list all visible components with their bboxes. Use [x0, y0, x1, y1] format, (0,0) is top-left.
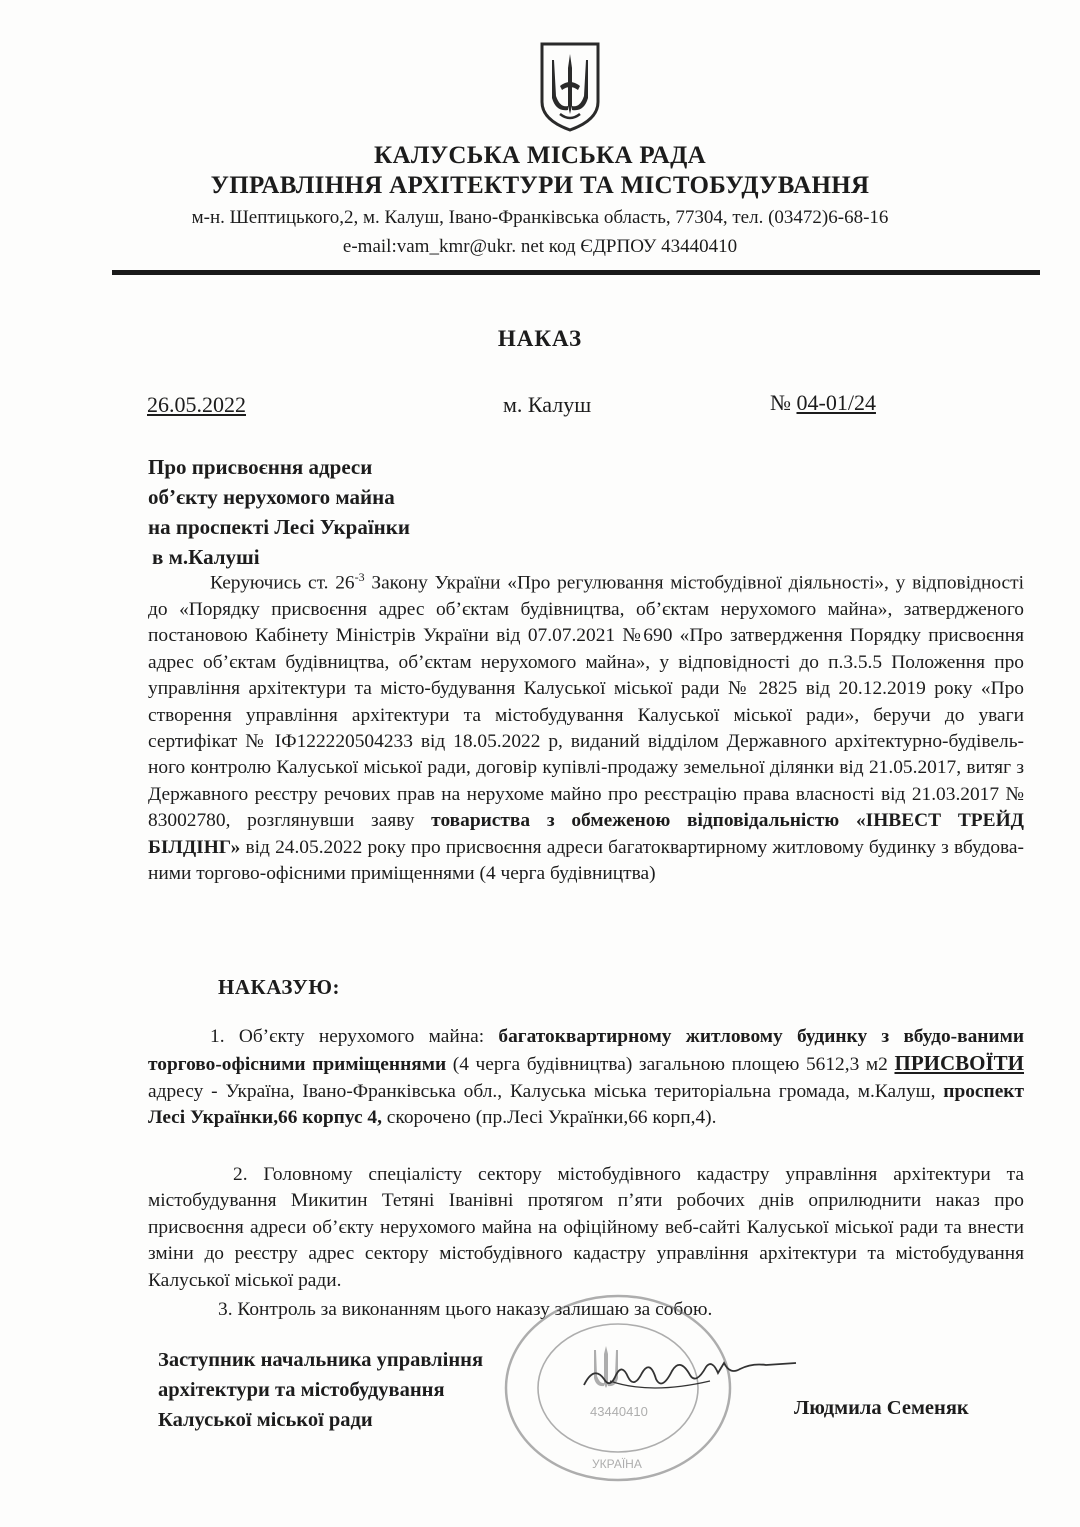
- order-heading: НАКАЗУЮ:: [218, 975, 340, 999]
- department-name: УПРАВЛІННЯ АРХІТЕКТУРИ ТА МІСТОБУДУВАННЯ: [210, 172, 870, 199]
- preamble-text: від 24.05.2022 року про присвоєння адреси багатоквартирному житловому будинку з вбудова-ними торгово-офісними приміщеннями (4 черга будівництва): [148, 836, 1024, 884]
- preamble-paragraph: [148, 564, 1024, 887]
- preamble-text: Закону України «Про регулювання містобудівної діяльності», у відповідності до «Порядку присвоєння адрес об’єктам будівництва, об’єктам нерухомого майна», затвердженого постановою Кабінету Міністрів України від 07.07.2021 №690 «Про затвердження Порядку присвоєння адрес об’єктам будівництва, об’єктам нерухомого майна», у відповідності до п.3.5.5 Положення про управління архітектури та місто-будування Калуської міської ради № 2825 від 20.12.2019 року «Про створення управління архітектури та містобудування Калуської міської ради», беручи до уваги сертифікат № ІФ122220504233 від 18.05.2022 р, виданий відділом Державного архітектурно-будівель-ного контролю Калуської міської ради, договір купівлі-продажу земельної ділянки від 21.05.2017, витяг з Державного реєстру речових прав на нерухоме майно про реєстрацію права власності від 21.03.2017 № 83002780, розглянувши заяву: [148, 572, 1024, 832]
- assign-verb: ПРИСВОЇТИ: [894, 1051, 1025, 1076]
- header-divider: [112, 270, 1040, 275]
- document-subject: [148, 452, 410, 572]
- subject-line: в м.Калуші: [152, 545, 260, 569]
- handwritten-signature: [580, 1345, 800, 1415]
- number-prefix: №: [770, 390, 797, 415]
- order-item-3: 3. Контроль за виконанням цього наказу залишаю за собою.: [218, 1299, 713, 1320]
- preamble-text: Керуючись ст. 26: [210, 572, 355, 594]
- item-text: адресу - Україна, Івано-Франківська обл., Калуська міська територіальна громада, м.Калуш,: [148, 1080, 944, 1102]
- number-value: 04-01/24: [796, 390, 876, 415]
- item-text: (4 черга будівництва) загальною площею 5612,3 м2: [446, 1054, 895, 1076]
- document-type: НАКАЗ: [497, 326, 583, 351]
- signer-title: [158, 1345, 483, 1435]
- company-name: товариства з обмеженою відповідальністю «ІНВЕСТ ТРЕЙД БІЛДІНГ»: [148, 810, 1024, 858]
- stamp-code: 43440410: [590, 1404, 648, 1419]
- item-text: 1. Об’єкту нерухомого майна:: [210, 1026, 499, 1047]
- org-address: м-н. Шептицького,2, м. Калуш, Івано-Франківська область, 77304, тел. (03472)6-68-16: [191, 207, 889, 228]
- article-superscript: -3: [354, 570, 365, 584]
- stamp-country: УКРАЇНА: [592, 1457, 642, 1471]
- signer-name: Людмила Семеняк: [794, 1397, 969, 1419]
- item-text: скорочено (пр.Лесі Українки,66 корп,4).: [381, 1107, 717, 1129]
- org-contacts: e-mail:vam_kmr@ukr. net код ЄДРПОУ 43440410: [342, 236, 738, 257]
- order-item-1: [148, 1024, 1024, 1132]
- signer-title-line: Заступник начальника управління: [158, 1349, 484, 1371]
- signer-title-line: Калуської міської ради: [158, 1409, 373, 1431]
- signer-title-line: архітектури та містобудування: [158, 1379, 445, 1401]
- document-city: м. Калуш: [503, 392, 592, 417]
- assigned-address: проспект Лесі Українки,66 корпус 4,: [148, 1080, 1024, 1129]
- document-date: 26.05.2022: [147, 392, 246, 417]
- subject-line: Про присвоєння адреси: [148, 455, 373, 479]
- document-number: [770, 390, 876, 416]
- subject-line: на проспекті Лесі Українки: [148, 515, 410, 539]
- coat-of-arms-icon: [538, 40, 602, 132]
- object-description: багатоквартирному житловому будинку з вбудо-ваними торгово-офісними приміщеннями: [148, 1026, 1024, 1076]
- order-item-2: 2. Головному спеціалісту сектору містобудівного кадастру управління архітектури та містобудування Микитин Тетяні Іванівні протягом п’яти робочих днів оприлюднити наказ про присвоєння адреси об’єкту нерухомого майна на офіційному веб-сайті Калуської міської ради та внести зміни до реєстру адрес сектору містобудівного кадастру управління архітектури та містобудування Калуської міської ради.: [148, 1164, 1024, 1291]
- subject-line: об’єкту нерухомого майна: [148, 485, 395, 509]
- org-name: КАЛУСЬКА МІСЬКА РАДА: [374, 142, 706, 169]
